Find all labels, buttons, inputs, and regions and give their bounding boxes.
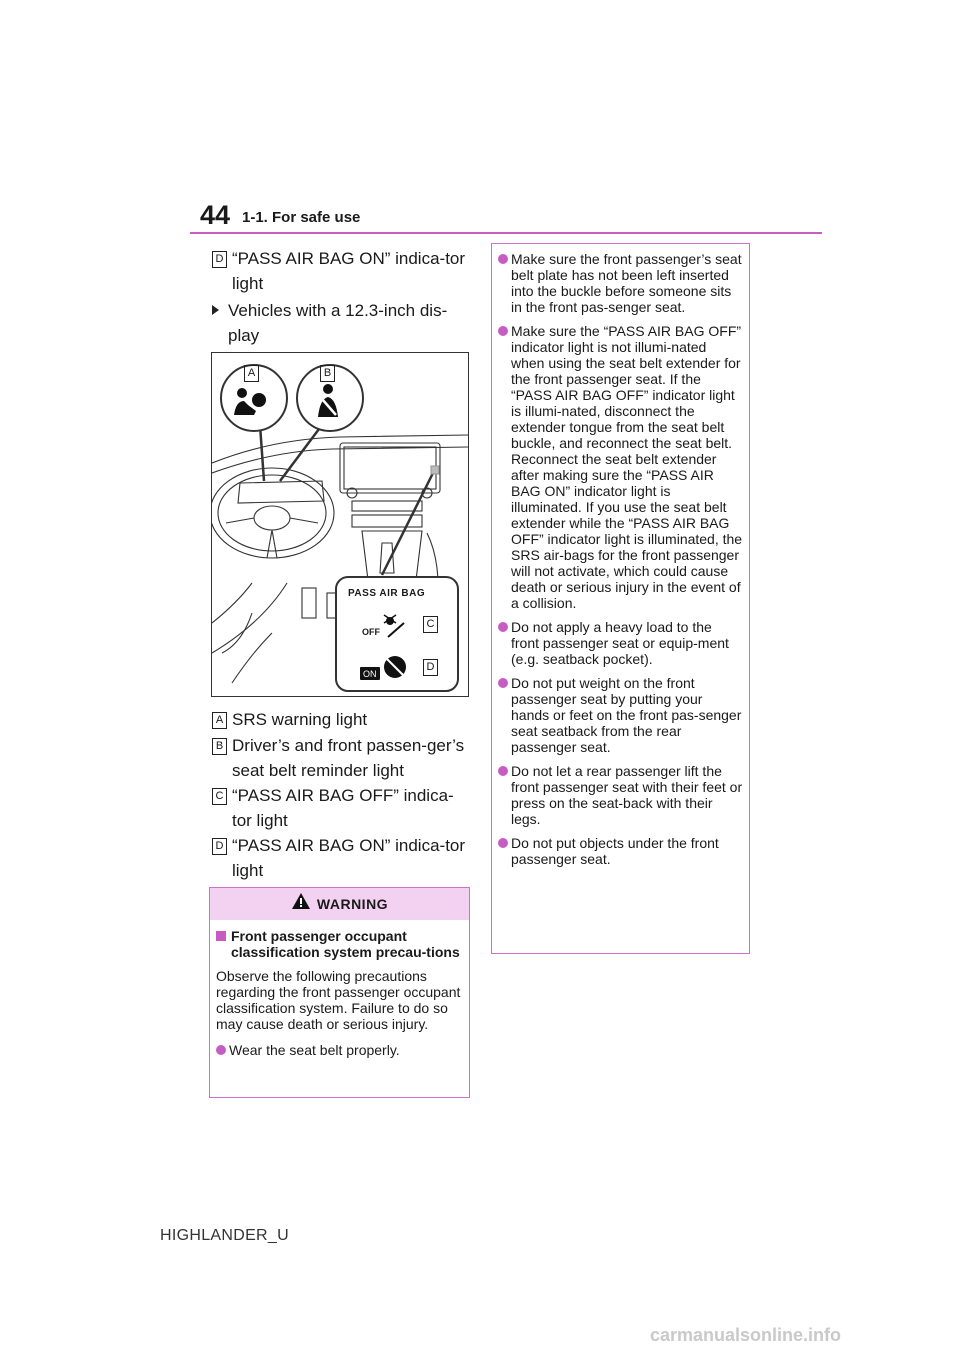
bullet-dot-icon xyxy=(216,1045,226,1055)
legend-text-d: “PASS AIR BAG ON” indica-tor light xyxy=(232,836,466,880)
vehicle-note-text: Vehicles with a 12.3-inch dis-play xyxy=(228,301,448,345)
dashboard-figure xyxy=(211,352,469,697)
callout-c: C xyxy=(423,616,438,633)
arrow-marker-icon xyxy=(212,305,219,315)
bullet-dot-icon xyxy=(498,766,508,776)
precaution-item xyxy=(498,619,743,667)
precaution-text: Do not apply a heavy load to the front passenger seat or equip-ment (e.g. seatback pocket). xyxy=(511,619,729,667)
precaution-item xyxy=(498,251,743,315)
bullet-dot-icon xyxy=(498,622,508,632)
tag-c: C xyxy=(212,788,227,805)
bullet-dot-icon xyxy=(498,678,508,688)
warning-subheading-text: Front passenger occupant classification system precau-tions xyxy=(231,928,460,960)
header-rule xyxy=(190,232,822,234)
callout-d: D xyxy=(423,659,438,676)
precaution-item xyxy=(498,323,743,611)
tag-d: D xyxy=(212,251,227,268)
warning-bullet xyxy=(216,1042,463,1058)
bullet-dot-icon xyxy=(498,254,508,264)
legend-text-b: Driver’s and front passen-ger’s seat belt reminder light xyxy=(232,736,465,780)
square-bullet-icon xyxy=(216,931,226,941)
warning-bullet-text: Wear the seat belt properly. xyxy=(229,1042,400,1058)
section-title: 1-1. For safe use xyxy=(242,209,361,226)
watermark: carmanualsonline.info xyxy=(650,1325,842,1345)
precaution-item xyxy=(498,675,743,755)
off-label: OFF xyxy=(362,627,380,637)
callout-b: B xyxy=(320,365,335,382)
right-precautions-box xyxy=(491,243,750,954)
tag-a: A xyxy=(212,712,227,729)
precaution-text: Do not put weight on the front passenger seat by putting your hands or feet on the front pas-senger seat seatback from the rear passenger seat. xyxy=(511,675,742,755)
precaution-text: Make sure the “PASS AIR BAG OFF” indicator light is not illumi-nated when using the seat belt extender for the front passenger seat. If the “PASS AIR BAG OFF” indicator light is illumi-nated, disconnect the extender tongue from the seat belt buckle, and reconnect the seat belt. Reconnect the seat belt extender after making sure the “PASS AIR BAG ON” indicator light is illuminated. If you use the seat belt extender while the “PASS AIR BAG OFF” indicator light is illuminated, the SRS air-bags for the front passenger will not activate, which could cause death or serious injury in the event of a collision. xyxy=(511,323,743,611)
callout-a: A xyxy=(244,365,259,382)
top-legend-item xyxy=(212,246,472,296)
precaution-text: Make sure the front passenger’s seat belt plate has not been left inserted into the buckle before someone sits in the front pas-senger seat. xyxy=(511,251,742,315)
panel-title: PASS AIR BAG xyxy=(348,588,426,599)
warning-intro: Observe the following precautions regarding the front passenger occupant classification system. Failure to do so may cause death or serious injury. xyxy=(216,968,461,1032)
warning-box xyxy=(209,887,470,1098)
bullet-dot-icon xyxy=(498,326,508,336)
top-legend-text: “PASS AIR BAG ON” indica-tor light xyxy=(232,249,466,293)
precaution-item xyxy=(498,763,743,827)
on-label: ON xyxy=(363,669,377,679)
bullet-dot-icon xyxy=(498,838,508,848)
precaution-text: Do not put objects under the front passenger seat. xyxy=(511,835,719,867)
legend-text-a: SRS warning light xyxy=(232,710,368,729)
footer-model: HIGHLANDER_U xyxy=(160,1227,289,1244)
precaution-text: Do not let a rear passenger lift the front passenger seat with their feet or press on the seat-back with their legs. xyxy=(511,763,743,827)
warning-triangle-icon xyxy=(291,889,311,921)
legend-item-b xyxy=(212,733,472,783)
warning-subheading xyxy=(216,928,463,960)
legend-item-a xyxy=(212,707,472,732)
tag-b: B xyxy=(212,738,227,755)
tag-d2: D xyxy=(212,838,227,855)
dashboard-illustration xyxy=(212,353,468,696)
legend-item-d xyxy=(212,833,472,883)
warning-title: WARNING xyxy=(316,896,389,912)
legend-item-c xyxy=(212,783,472,833)
vehicle-note xyxy=(212,298,472,348)
warning-header xyxy=(210,888,469,920)
legend-text-c: “PASS AIR BAG OFF” indica-tor light xyxy=(232,786,454,830)
page-number: 44 xyxy=(200,200,231,230)
precaution-item xyxy=(498,835,743,867)
